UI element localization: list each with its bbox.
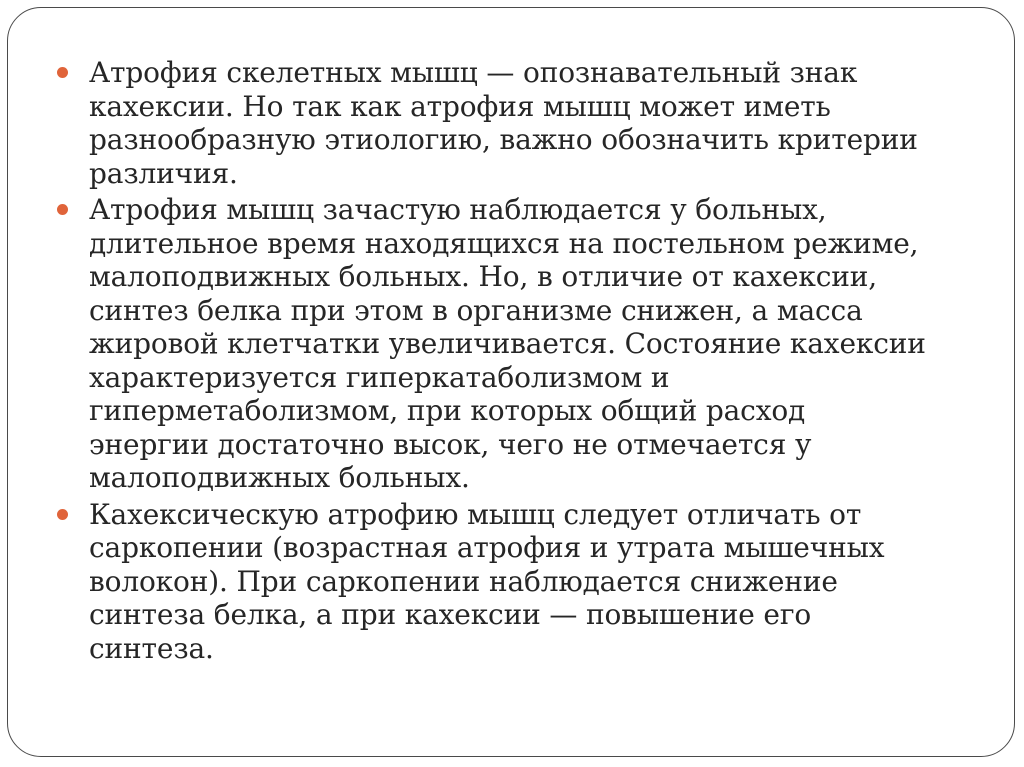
- bullet-dot-icon: [57, 204, 68, 215]
- bullet-dot-icon: [57, 509, 68, 520]
- bullet-item: [56, 498, 956, 666]
- bullet-item: [56, 56, 956, 190]
- bullet-text: Кахексическую атрофию мышц следует отличать от саркопении (возрастная атрофия и утрата мышечных волокон). При саркопении наблюдается снижение синтеза белка, а при кахексии — повышение его синтеза.: [89, 497, 885, 665]
- bullet-text: Атрофия скелетных мышц — опознавательный знак кахексии. Но так как атрофия мышц может иметь разнообразную этиологию, важно обозначить критерии различия.: [89, 56, 918, 190]
- bullet-dot-icon: [57, 67, 68, 78]
- bullet-list: [56, 56, 956, 668]
- bullet-item: [56, 193, 956, 495]
- bullet-text: Атрофия мышц зачастую наблюдается у больных, длительное время находящихся на постельном режиме, малоподвижных больных. Но, в отличие от кахексии, синтез белка при этом в организме снижен, а масса жировой клетчатки увеличивается. Состояние кахексии характеризуется гиперкатаболизмом и гиперметаболизмом, при которых общий расход энергии достаточно высок, чего не отмечается у малоподвижных больных.: [89, 193, 926, 494]
- slide-frame: [7, 7, 1015, 757]
